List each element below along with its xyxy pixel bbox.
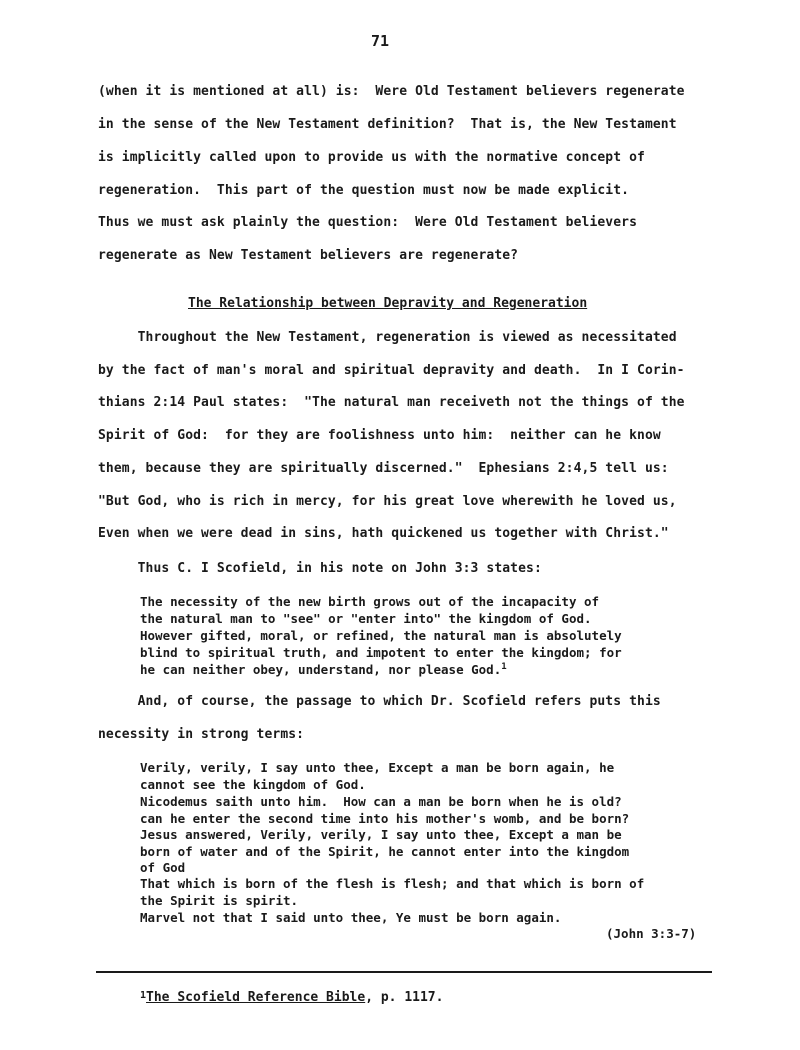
paragraph-line: Thus C. I Scofield, in his note on John 3:3 states: [98,561,542,576]
paragraph-line: necessity in strong terms: [98,727,305,742]
paragraph-line: in the sense of the New Testament definition? That is, the New Testament [98,117,677,132]
block-quote-line: However gifted, moral, or refined, the natural man is absolutely [140,628,622,643]
footnote-divider [96,971,712,973]
scripture-quote-line: Marvel not that I said unto thee, Ye must be born again. [140,910,562,925]
paragraph-line: "But God, who is rich in mercy, for his great love wherewith he loved us, [98,494,677,509]
paragraph-line: And, of course, the passage to which Dr. Scofield refers puts this [98,694,661,709]
scripture-citation: (John 3:3-7) [606,926,697,941]
footnote [140,990,443,1005]
block-quote-line: blind to spiritual truth, and impotent to enter the kingdom; for [140,645,622,660]
paragraph-line: Thus we must ask plainly the question: Were Old Testament believers [98,215,638,230]
footnote-page: , p. 1117. [365,990,444,1005]
block-quote-line [140,662,507,677]
paragraph-line: Throughout the New Testament, regeneration is viewed as necessitated [98,330,677,345]
paragraph-line: them, because they are spiritually discerned." Ephesians 2:4,5 tell us: [98,461,669,476]
scripture-quote-line: Verily, verily, I say unto thee, Except a man be born again, he [140,760,615,775]
footnote-title: The Scofield Reference Bible [146,990,366,1005]
block-quote-line: the natural man to "see" or "enter into" the kingdom of God. [140,611,592,626]
scripture-quote-line: Nicodemus saith unto him. How can a man be born when he is old? [140,794,622,809]
scripture-quote-line: born of water and of the Spirit, he cannot enter into the kingdom [140,844,630,859]
block-quote-line: The necessity of the new birth grows out of the incapacity of [140,594,600,609]
scripture-quote-line: the Spirit is spirit. [140,893,299,908]
block-quote-text: he can neither obey, understand, nor please God. [140,662,502,678]
section-heading: The Relationship between Depravity and Regeneration [188,296,588,311]
footnote-reference: 1 [501,662,507,672]
paragraph-line: by the fact of man's moral and spiritual depravity and death. In I Corin- [98,363,685,378]
paragraph-line: regeneration. This part of the question must now be made explicit. [98,183,630,198]
paragraph-line: Spirit of God: for they are foolishness unto him: neither can he know [98,428,661,443]
page-number: 71 [370,32,390,50]
scripture-quote-line: Jesus answered, Verily, verily, I say unto thee, Except a man be [140,827,622,842]
scripture-quote-line: can he enter the second time into his mother's womb, and be born? [140,811,630,826]
scripture-quote-line: cannot see the kingdom of God. [140,777,366,792]
paragraph-line: (when it is mentioned at all) is: Were Old Testament believers regenerate [98,84,685,99]
paragraph-line: thians 2:14 Paul states: "The natural man receiveth not the things of the [98,395,685,410]
paragraph-line: regenerate as New Testament believers are regenerate? [98,248,519,263]
scripture-quote-line: That which is born of the flesh is flesh; and that which is born of [140,876,645,891]
scripture-quote-line: of God [140,860,186,875]
paragraph-line: Even when we were dead in sins, hath quickened us together with Christ." [98,526,669,541]
footnote-mark: 1 [140,990,147,1001]
paragraph-line: is implicitly called upon to provide us with the normative concept of [98,150,645,165]
